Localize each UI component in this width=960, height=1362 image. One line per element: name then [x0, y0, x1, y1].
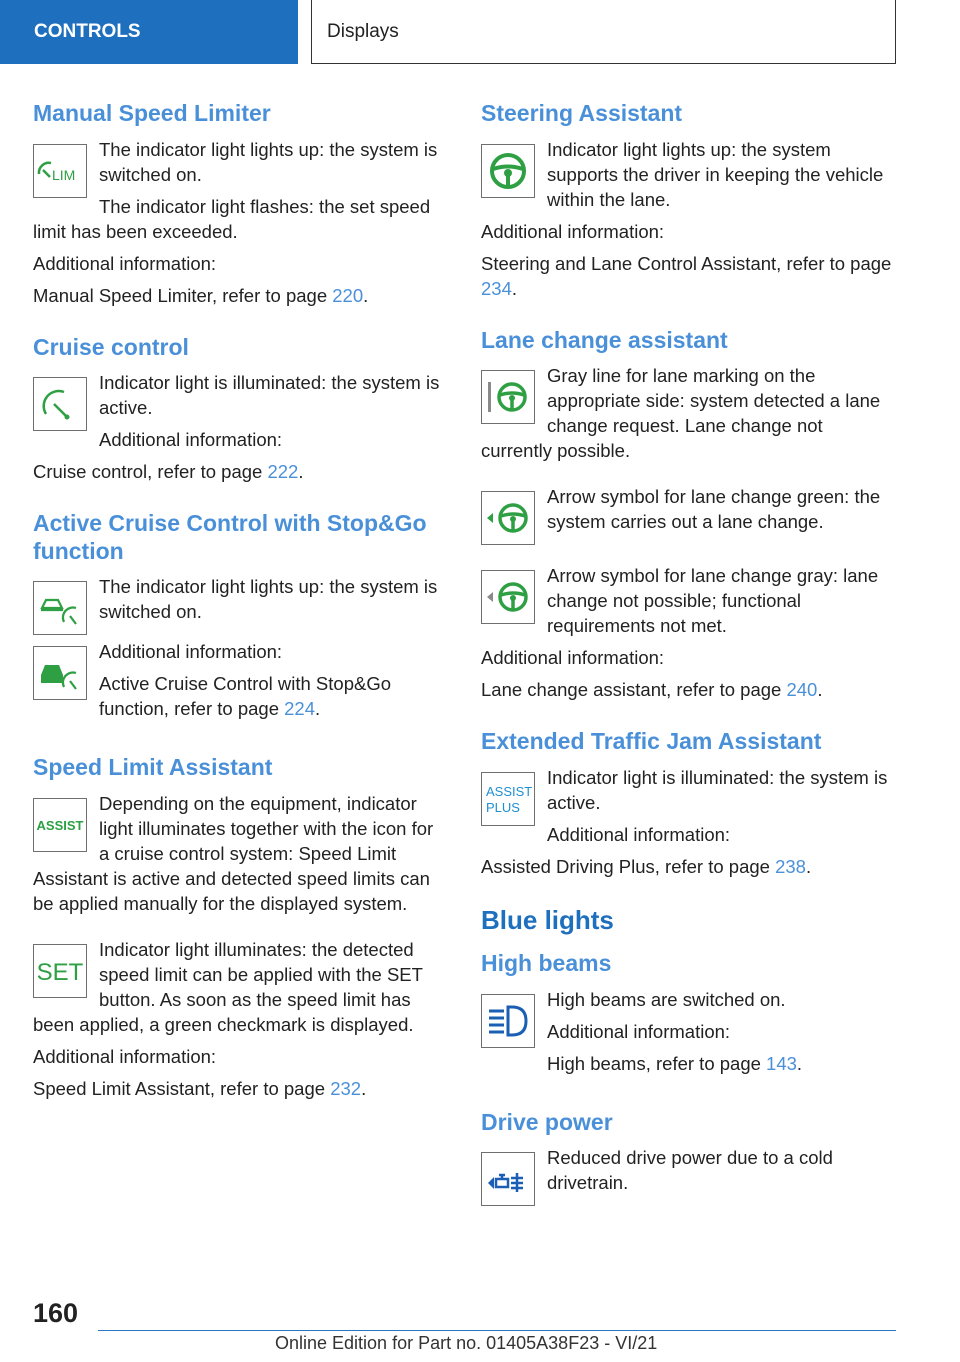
paragraph: Additional information: [99, 641, 283, 663]
assist-plus-line1: ASSIST [486, 783, 533, 799]
section-title: Speed Limit Assistant [33, 754, 273, 781]
section-title: High beams [481, 949, 612, 976]
ref-end: . [796, 1052, 803, 1074]
assist-icon [33, 798, 87, 852]
paragraph: Depending on the equipment, indicator light illuminates together with the icon for a cruise control system: Speed Limit Assistant is active and detected speed limits can be applied manually for the displayed system. [33, 792, 434, 914]
section-title: Lane change assistant [481, 326, 728, 353]
indicator-block [33, 791, 447, 916]
ref-end: . [817, 679, 823, 701]
paragraph: Additional information: [481, 220, 665, 242]
paragraph: The indicator light lights up: the system is switched on. [99, 576, 438, 623]
section-cruise-control [33, 334, 447, 485]
indicator-block [481, 484, 896, 549]
paragraph [33, 283, 447, 308]
ref-text: Speed Limit Assistant, refer to page [33, 1077, 331, 1099]
paragraph: Additional information: [481, 647, 665, 669]
ref-text: Cruise control, refer to page [33, 461, 268, 483]
acc-outline-icon [33, 581, 87, 635]
section-title: Drive power [481, 1108, 613, 1135]
indicator-block [481, 987, 896, 1083]
header-section-label: CONTROLS [34, 21, 141, 42]
ref-text: Lane change assistant, refer to page [481, 679, 787, 701]
cold-drivetrain-icon [481, 1152, 535, 1206]
ref-end: . [511, 277, 518, 299]
set-icon [33, 944, 87, 998]
page-link[interactable]: 222 [267, 461, 299, 483]
paragraph [33, 1076, 447, 1101]
paragraph: Additional information: [33, 252, 217, 274]
page-link[interactable]: 232 [330, 1077, 362, 1099]
ref-text: Manual Speed Limiter, refer to page [33, 284, 333, 306]
ref-end: . [315, 698, 321, 720]
ref-text: Active Cruise Control with Stop&Go function, refer to page [99, 673, 392, 720]
paragraph: Indicator light is illuminated: the system is active. [547, 766, 888, 813]
paragraph: Additional information: [547, 1020, 731, 1042]
section-traffic-jam-assistant [481, 728, 896, 879]
section-title: Steering Assistant [481, 100, 683, 126]
set-icon-text: SET [36, 958, 84, 986]
indicator-block [481, 1145, 896, 1210]
ref-end: . [805, 855, 812, 877]
paragraph: High beams are switched on. [547, 988, 786, 1010]
steering-wheel-icon [481, 144, 535, 198]
paragraph [481, 854, 896, 879]
paragraph: Additional information: [547, 823, 731, 845]
paragraph [481, 251, 896, 301]
section-manual-speed-limiter [33, 100, 447, 308]
speed-limiter-icon-text: LIM [52, 166, 76, 183]
lane-marking-steering-icon [481, 370, 535, 424]
section-drive-power [481, 1109, 896, 1211]
paragraph: Gray line for lane marking on the appropriate side: system detected a lane change request. Lane change not currently possible. [481, 365, 881, 462]
speed-limiter-icon [33, 144, 87, 198]
section-steering-assistant [481, 100, 896, 301]
paragraph: Reduced drive power due to a cold drivetrain. [547, 1147, 833, 1194]
ref-text: Steering and Lane Control Assistant, refer to page [481, 252, 892, 274]
paragraph [481, 677, 896, 702]
page-link[interactable]: 238 [775, 855, 806, 877]
paragraph: Indicator light is illuminated: the system is active. [99, 372, 440, 419]
section-speed-limit-assistant [33, 754, 447, 1101]
ref-text: Assisted Driving Plus, refer to page [481, 855, 776, 877]
indicator-block [33, 937, 447, 1037]
paragraph: Indicator light illuminates: the detected speed limit can be applied with the SET button. As soon as the speed limit has been applied, a green checkmark is displayed. [33, 938, 423, 1035]
indicator-block [481, 363, 896, 463]
paragraph: Additional information: [33, 1045, 217, 1067]
ref-end: . [361, 1077, 367, 1099]
ref-end: . [298, 461, 304, 483]
paragraph: Additional information: [99, 429, 283, 451]
header-section-tab [0, 0, 298, 64]
right-column [481, 100, 896, 1236]
indicator-block [481, 765, 896, 854]
indicator-block [33, 370, 447, 459]
left-column [33, 100, 447, 1127]
paragraph: Arrow symbol for lane change green: the system carries out a lane change. [547, 486, 881, 533]
footer-rule [98, 1330, 896, 1331]
page-link[interactable]: 220 [332, 284, 364, 306]
paragraph: The indicator light flashes: the set speed limit has been exceeded. [33, 195, 431, 242]
assist-icon-text: ASSIST [36, 817, 84, 833]
section-active-cruise-control [33, 510, 447, 728]
paragraph [481, 1051, 896, 1076]
indicator-block [33, 574, 447, 728]
ref-end: . [363, 284, 369, 306]
acc-filled-icon [33, 646, 87, 700]
high-beam-icon [481, 994, 535, 1048]
paragraph: The indicator light lights up: the system is switched on. [99, 138, 438, 185]
section-lane-change-assistant [481, 327, 896, 703]
page-link[interactable]: 224 [284, 698, 315, 720]
section-title: Active Cruise Control with Stop&Go function [33, 510, 427, 564]
header-chapter-tab [311, 0, 896, 64]
paragraph: Arrow symbol for lane change gray: lane change not possible; functional requirements not met. [547, 565, 879, 637]
indicator-block [33, 137, 447, 251]
paragraph [33, 459, 447, 484]
page-link[interactable]: 143 [766, 1052, 797, 1074]
paragraph [33, 671, 447, 721]
footer-edition: Online Edition for Part no. 01405A38F23 - VI/21 [275, 1333, 658, 1353]
paragraph: Indicator light lights up: the system supports the driver in keeping the vehicle within the lane. [547, 138, 884, 210]
section-high-beams [481, 950, 896, 1083]
lane-change-gray-arrow-icon [481, 570, 535, 624]
indicator-block [481, 563, 896, 645]
cruise-control-icon [33, 377, 87, 431]
page-number: 160 [33, 1298, 79, 1328]
assist-plus-line2: PLUS [486, 799, 520, 815]
chapter-title: Blue lights [481, 904, 614, 935]
section-title: Manual Speed Limiter [33, 100, 271, 126]
section-title: Extended Traffic Jam Assistant [481, 728, 822, 755]
page-link[interactable]: 240 [786, 679, 818, 701]
page-link[interactable]: 234 [481, 277, 512, 299]
lane-change-green-arrow-icon [481, 491, 535, 545]
assist-plus-icon [481, 772, 535, 826]
indicator-block [481, 137, 896, 219]
ref-text: High beams, refer to page [547, 1052, 767, 1074]
header-chapter-label: Displays [327, 20, 399, 42]
section-title: Cruise control [33, 333, 189, 360]
